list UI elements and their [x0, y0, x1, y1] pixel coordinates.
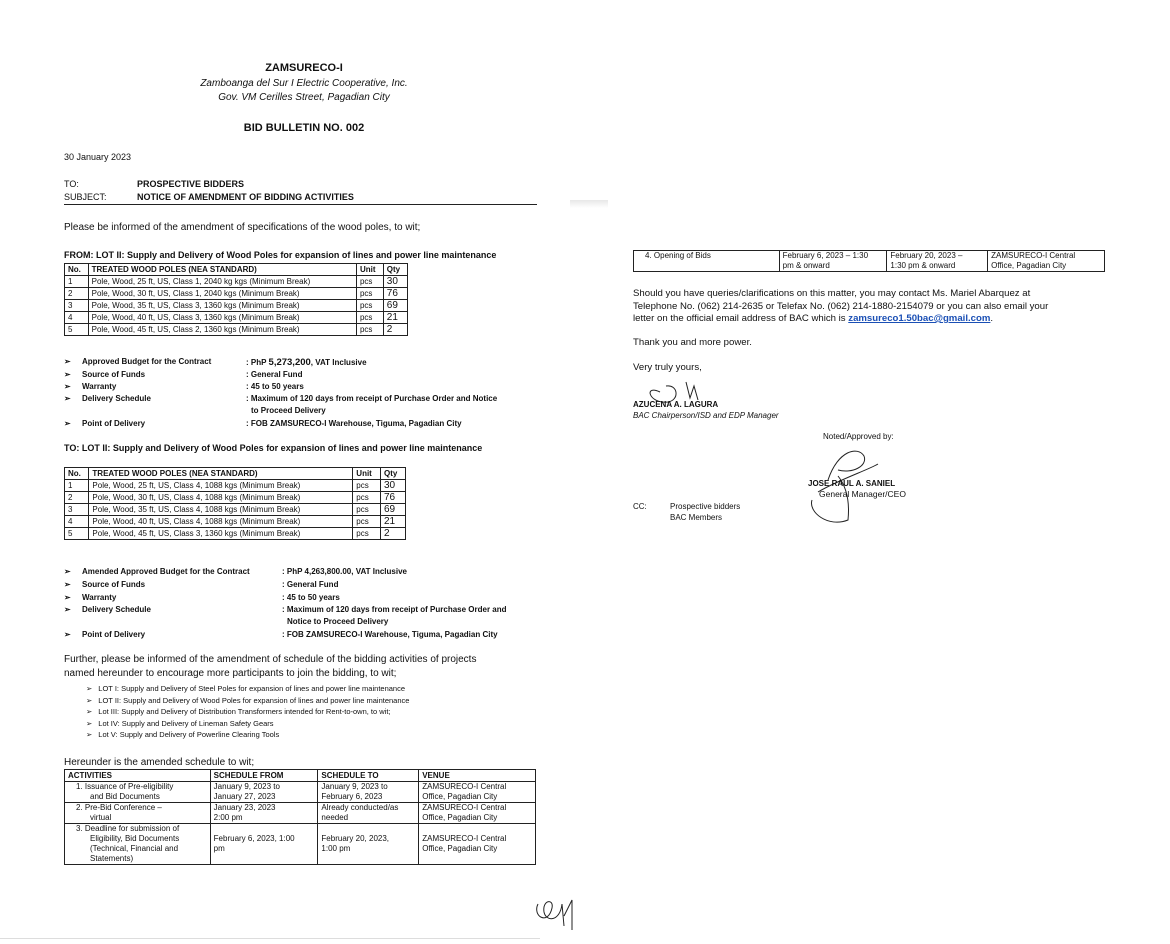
col-schedule-from: SCHEDULE FROM: [210, 770, 318, 782]
from-delivery-row: ➢ Delivery Schedule : Maximum of 120 days from receipt of Purchase Order and Notice to Proceed Delivery: [64, 394, 498, 415]
table-row: [65, 324, 408, 336]
col-unit: Unit: [353, 468, 381, 480]
bullet-arrow-icon: ➢: [86, 695, 93, 705]
cc-recipient-2: BAC Members: [670, 513, 723, 522]
row-unit: pcs: [356, 288, 383, 300]
bulletin-date: 30 January 2023: [64, 152, 132, 162]
row-description: Pole, Wood, 45 ft, US, Class 2, 1360 kgs (Minimum Break): [88, 324, 356, 336]
row-qty: 30: [380, 480, 405, 492]
hereunder-text: Hereunder is the amended schedule to wit;: [64, 757, 255, 768]
row-description: Pole, Wood, 40 ft, US, Class 3, 1360 kgs (Minimum Break): [88, 312, 356, 324]
to-label: TO:: [64, 179, 79, 189]
thanks-text: Thank you and more power.: [633, 337, 752, 348]
table-row: 2. Pre-Bid Conference – virtual January 23, 2023 2:00 pm Already conducted/as needed ZAMSURECO-I Central Office, Pagadian City: [65, 803, 536, 824]
row-number: 4: [65, 516, 89, 528]
queries-line-1: Should you have queries/clarifications on this matter, you may contact Ms. Mariel Abarquez at: [633, 288, 1031, 299]
row-qty: 69: [383, 300, 407, 312]
row-description: Pole, Wood, 40 ft, US, Class 4, 1088 kgs (Minimum Break): [89, 516, 353, 528]
row-unit: pcs: [353, 480, 381, 492]
row-unit: pcs: [353, 528, 381, 540]
to-budget-row: ➢ Amended Approved Budget for the Contract : PhP 4,263,800.00, VAT Inclusive: [64, 567, 407, 576]
col-qty: Qty: [383, 264, 407, 276]
row-description: Pole, Wood, 25 ft, US, Class 4, 1088 kgs (Minimum Break): [89, 480, 353, 492]
signer2-title: General Manager/CEO: [819, 489, 906, 499]
row-number: 5: [65, 324, 89, 336]
signer1-name: AZUCENA A. LAGURA: [633, 400, 719, 409]
row-number: 4: [65, 312, 89, 324]
to-poles-table: [64, 467, 406, 540]
bullet-arrow-icon: ➢: [64, 580, 71, 589]
from-point-row: ➢ Point of Delivery : FOB ZAMSURECO-I Warehouse, Tiguma, Pagadian City: [64, 419, 462, 428]
signer1-title: BAC Chairperson/ISD and EDP Manager: [633, 411, 779, 420]
initials-signature: [530, 886, 590, 936]
row-description: Pole, Wood, 35 ft, US, Class 4, 1088 kgs (Minimum Break): [89, 504, 353, 516]
table-row: [65, 276, 408, 288]
row-unit: pcs: [356, 324, 383, 336]
to-warranty-row: ➢ Warranty : 45 to 50 years: [64, 593, 340, 602]
from-poles-table: [64, 263, 408, 336]
to-funds-row: ➢ Source of Funds : General Fund: [64, 580, 339, 589]
bullet-arrow-icon: ➢: [64, 394, 71, 403]
lot-item: ➢ Lot IV: Supply and Delivery of Lineman Safety Gears: [86, 718, 274, 728]
bullet-arrow-icon: ➢: [64, 370, 71, 379]
subject-value: NOTICE OF AMENDMENT OF BIDDING ACTIVITIES: [137, 192, 354, 202]
from-funds-row: ➢ Source of Funds : General Fund: [64, 370, 303, 379]
cc-label: CC:: [633, 502, 647, 511]
to-budget-amount: 4,263,800.00: [304, 567, 352, 576]
bullet-arrow-icon: ➢: [64, 605, 71, 614]
bullet-arrow-icon: ➢: [64, 357, 71, 366]
row-qty: 2: [383, 324, 407, 336]
row-qty: 76: [383, 288, 407, 300]
subject-divider: [64, 204, 537, 205]
signer2-name: JOSE RAUL A. SANIEL: [808, 479, 896, 488]
bullet-arrow-icon: ➢: [86, 707, 93, 716]
row-unit: pcs: [353, 504, 381, 516]
table-row: [65, 516, 406, 528]
col-no: No.: [65, 264, 89, 276]
bullet-arrow-icon: ➢: [86, 718, 93, 728]
col-schedule-to: SCHEDULE TO: [318, 770, 419, 782]
org-name: ZAMSURECO-I: [265, 62, 343, 74]
to-delivery-row: ➢ Delivery Schedule : Maximum of 120 days from receipt of Purchase Order and Notice to Proceed Delivery: [64, 605, 507, 626]
table-row: [65, 480, 406, 492]
table-row: [65, 312, 408, 324]
row-number: 1: [65, 276, 89, 288]
row-qty: 30: [383, 276, 407, 288]
col-unit: Unit: [356, 264, 383, 276]
row-description: Pole, Wood, 30 ft, US, Class 1, 2040 kgs (Minimum Break): [88, 288, 356, 300]
row-number: 3: [65, 300, 89, 312]
row-unit: pcs: [356, 300, 383, 312]
to-value: PROSPECTIVE BIDDERS: [137, 179, 245, 189]
from-heading: FROM: LOT II: Supply and Delivery of Wood Poles for expansion of lines and power line maintenance: [64, 250, 497, 260]
bulletin-title: BID BULLETIN NO. 002: [243, 122, 365, 134]
bullet-arrow-icon: ➢: [86, 684, 93, 693]
queries-line-2: Telephone No. (062) 214-2635 or Telefax No. (062) 214-1880-2154079 or you can also email your: [633, 301, 1049, 312]
col-desc: TREATED WOOD POLES (NEA STANDARD): [89, 468, 353, 480]
bullet-arrow-icon: ➢: [64, 593, 71, 602]
row-unit: pcs: [353, 492, 381, 504]
further-line-2: named hereunder to encourage more participants to join the bidding, to wit;: [64, 668, 397, 679]
bullet-arrow-icon: ➢: [64, 567, 71, 576]
row-qty: 21: [380, 516, 405, 528]
row-qty: 76: [380, 492, 405, 504]
table-row: [65, 300, 408, 312]
to-point-row: ➢ Point of Delivery : FOB ZAMSURECO-I Warehouse, Tiguma, Pagadian City: [64, 630, 498, 639]
row-number: 2: [65, 492, 89, 504]
row-number: 1: [65, 480, 89, 492]
subject-label: SUBJECT:: [64, 192, 107, 202]
queries-line-3: letter on the official email address of BAC which is zamsureco1.50bac@gmail.com.: [633, 313, 994, 324]
table-row: [65, 288, 408, 300]
col-desc: TREATED WOOD POLES (NEA STANDARD): [88, 264, 356, 276]
further-line-1: Further, please be informed of the amendment of schedule of the bidding activities of projects: [64, 654, 477, 665]
bullet-arrow-icon: ➢: [64, 382, 71, 391]
from-budget-amount: 5,273,200: [268, 357, 311, 368]
table-row: [65, 528, 406, 540]
table-row: 3. Deadline for submission of Eligibility, Bid Documents (Technical, Financial and Statements) February 6, 2023, 1:00 pm February 20, 2023, 1:00 pm ZAMSURECO-I Central Office, Pagadian City: [65, 824, 536, 865]
table-row: 1. Issuance of Pre-eligibility and Bid Documents January 9, 2023 to January 27, 2023 January 9, 2023 to February 6, 2023 ZAMSURECO-I Central Office, Pagadian City: [65, 782, 536, 803]
from-warranty-row: ➢ Warranty : 45 to 50 years: [64, 382, 304, 391]
col-qty: Qty: [380, 468, 405, 480]
bullet-arrow-icon: ➢: [86, 730, 93, 739]
closing-text: Very truly yours,: [633, 362, 702, 373]
from-budget-row: ➢ Approved Budget for the Contract : PhP 5,273,200, VAT Inclusive: [64, 357, 367, 368]
row-description: Pole, Wood, 30 ft, US, Class 4, 1088 kgs (Minimum Break): [89, 492, 353, 504]
row-number: 2: [65, 288, 89, 300]
to-heading: TO: LOT II: Supply and Delivery of Wood Poles for expansion of lines and power line maintenance: [64, 443, 483, 453]
bullet-arrow-icon: ➢: [64, 419, 71, 428]
bac-email-link[interactable]: zamsureco1.50bac@gmail.com: [848, 313, 991, 324]
row-description: Pole, Wood, 45 ft, US, Class 3, 1360 kgs (Minimum Break): [89, 528, 353, 540]
row-qty: 2: [380, 528, 405, 540]
table-row: [65, 504, 406, 516]
row-unit: pcs: [353, 516, 381, 528]
lot-item: ➢ Lot III: Supply and Delivery of Distribution Transformers intended for Rent-to-own, to wit;: [86, 707, 391, 716]
intro-text: Please be informed of the amendment of specifications of the wood poles, to wit;: [64, 222, 421, 233]
col-no: No.: [65, 468, 89, 480]
lot-item: ➢ Lot V: Supply and Delivery of Powerline Clearing Tools: [86, 730, 280, 739]
bullet-arrow-icon: ➢: [64, 630, 71, 639]
col-venue: VENUE: [419, 770, 536, 782]
col-activities: ACTIVITIES: [65, 770, 211, 782]
org-address: Gov. VM Cerilles Street, Pagadian City: [218, 92, 390, 103]
cc-recipient-1: Prospective bidders: [670, 502, 741, 511]
row-unit: pcs: [356, 312, 383, 324]
row-qty: 69: [380, 504, 405, 516]
table-row: 4. Opening of Bids February 6, 2023 – 1:30 pm & onward February 20, 2023 – 1:30 pm & onward ZAMSURECO-I Central Office, Pagadian City: [634, 251, 1105, 272]
schedule-table: [64, 769, 536, 865]
row-description: Pole, Wood, 25 ft, US, Class 1, 2040 kg kgs (Minimum Break): [88, 276, 356, 288]
row-qty: 21: [383, 312, 407, 324]
document-page-2: [608, 200, 1170, 944]
lot-item: ➢ LOT II: Supply and Delivery of Wood Poles for expansion of lines and power line maintenance: [86, 695, 410, 705]
noted-label: Noted/Approved by:: [823, 432, 894, 441]
row-number: 5: [65, 528, 89, 540]
table-row: [65, 492, 406, 504]
row-description: Pole, Wood, 35 ft, US, Class 3, 1360 kgs (Minimum Break): [88, 300, 356, 312]
schedule-table-continued: [633, 250, 1105, 272]
org-full-name: Zamboanga del Sur I Electric Cooperative, Inc.: [200, 78, 408, 89]
row-unit: pcs: [356, 276, 383, 288]
row-number: 3: [65, 504, 89, 516]
lot-item: ➢ LOT I: Supply and Delivery of Steel Poles for expansion of lines and power line maintenance: [86, 684, 406, 693]
